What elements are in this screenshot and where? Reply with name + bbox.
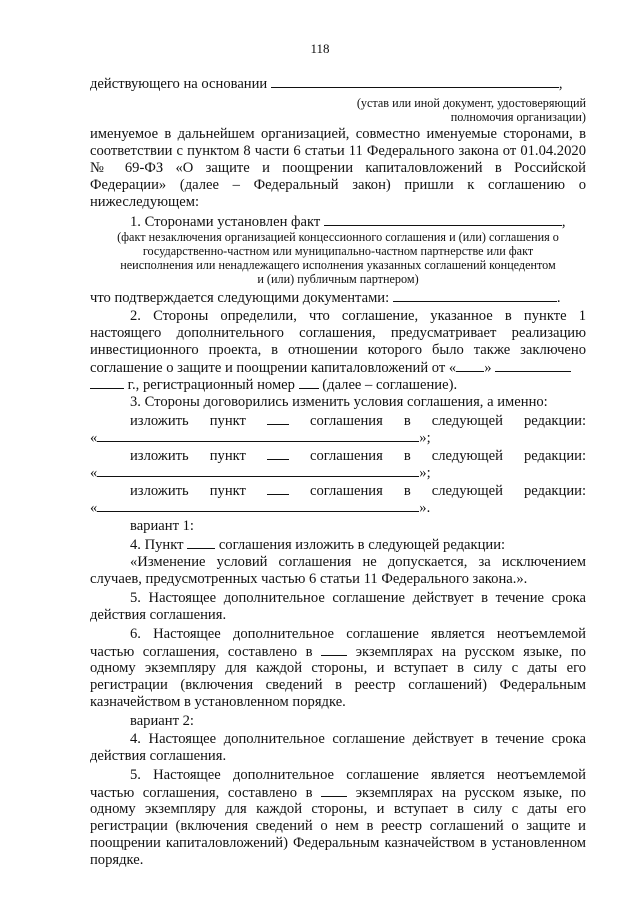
header-line: действующего на основании ,	[90, 76, 563, 92]
p3-text-row-2: « »;	[90, 465, 431, 481]
v1-quote-line-2: случаев, предусмотренных частью 6 статьи 11 Федерального закона.».	[90, 571, 528, 587]
p1-docs-line: что подтверждается следующими документами: .	[90, 290, 561, 306]
header-note-2: полномочия организации)	[450, 110, 586, 124]
blank-point-1[interactable]	[267, 412, 289, 425]
v1-p6-line-1: 6. Настоящее дополнительное соглашение является неотъемлемой	[130, 626, 586, 642]
intro-line-2: соответствии с пунктом 8 части 6 статьи 11 Федерального закона от 01.04.2020	[90, 143, 586, 159]
blank-point-3[interactable]	[267, 482, 289, 495]
v2-p4-line-2: действия соглашения.	[90, 748, 227, 764]
blank-documents[interactable]	[393, 289, 557, 302]
v1-quote-line-1: «Изменение условий соглашения не допускается, за исключением	[130, 554, 586, 570]
v2-p5-line-5: поощрении капиталовложений) Федеральным казначейством в установленном	[90, 835, 586, 851]
p2-line-5: г., регистрационный номер (далее – соглашение).	[90, 376, 586, 394]
p1-note-1: (факт незаключения организацией концессионного соглашения и (или) соглашения о	[117, 230, 559, 244]
p1-line: 1. Сторонами установлен факт ,	[130, 214, 566, 230]
v1-p6-line-5: казначейством в установленном порядке.	[90, 694, 346, 710]
blank-year[interactable]	[90, 376, 124, 389]
p2-line-1: 2. Стороны определили, что соглашение, указанное в пункте 1	[130, 308, 586, 324]
blank-v2-copies[interactable]	[321, 784, 347, 797]
p3-text-row-1: « »;	[90, 430, 431, 446]
p3-change-row-3: изложить пункт соглашения в следующей редакции:	[130, 483, 587, 499]
v1-p4-line: 4. Пункт соглашения изложить в следующей редакции:	[130, 537, 506, 553]
v2-p5-line-3: одному экземпляру для каждой стороны, и вступает в силу с даты его	[90, 801, 586, 817]
p3-text-row-3: « ».	[90, 500, 431, 516]
blank-reg-number[interactable]	[299, 376, 319, 389]
blank-new-text-2[interactable]	[97, 464, 419, 477]
blank-new-text-3[interactable]	[97, 499, 419, 512]
v1-p6-line-3: одному экземпляру для каждой стороны, и вступает в силу с даты его	[90, 660, 586, 676]
v1-p6-line-4: регистрации (включения сведений в реестр соглашений) Федеральным	[90, 677, 586, 693]
v2-p4-line-1: 4. Настоящее дополнительное соглашение действует в течение срока	[130, 731, 586, 747]
p2-line-3: инвестиционного проекта, в отношении которого было также заключено	[90, 342, 586, 358]
v1-p6-line-2: частью соглашения, составлено в экземплярах на русском языке, по	[90, 644, 586, 660]
p3-change-row-1: изложить пункт соглашения в следующей редакции:	[130, 413, 587, 429]
v2-p5-line-2: частью соглашения, составлено в экземплярах на русском языке, по	[90, 785, 586, 801]
p2-line-2: настоящего дополнительного соглашения, предусматривает реализацию	[90, 325, 586, 341]
v2-p5-line-4: регистрации (включения сведений о нем в реестр соглашений о защите и	[90, 818, 586, 834]
blank-v1-copies[interactable]	[321, 643, 347, 656]
intro-line-1: именуемое в дальнейшем организацией, совместно именуемые сторонами, в	[90, 126, 586, 142]
blank-day[interactable]	[456, 359, 484, 372]
blank-basis-document[interactable]	[271, 75, 559, 88]
intro-line-4: Федерации» (далее – Федеральный закон) пришли к соглашению о	[90, 177, 586, 193]
v1-p5-line-1: 5. Настоящее дополнительное соглашение действует в течение срока	[130, 590, 586, 606]
p1-note-3: неисполнения или ненадлежащего исполнения указанных соглашений концедентом	[120, 258, 556, 272]
v2-p5-line-1: 5. Настоящее дополнительное соглашение является неотъемлемой	[130, 767, 586, 783]
blank-v1-point[interactable]	[187, 536, 215, 549]
v1-p5-line-2: действия соглашения.	[90, 607, 227, 623]
p2-line-4: соглашение о защите и поощрении капиталовложений от « »	[90, 359, 586, 377]
blank-point-2[interactable]	[267, 447, 289, 460]
page-number: 118	[310, 41, 330, 56]
variant-1-label: вариант 1:	[130, 518, 194, 534]
header-note-1: (устав или иной документ, удостоверяющий	[356, 96, 586, 110]
p1-note-2: государственно-частном или муниципально-частном партнерстве или факт	[142, 244, 534, 258]
blank-fact[interactable]	[324, 213, 562, 226]
variant-2-label: вариант 2:	[130, 713, 194, 729]
v2-p5-line-6: порядке.	[90, 852, 144, 868]
p1-note-4: и (или) публичным партнером)	[257, 272, 419, 286]
intro-line-5: нижеследующем:	[90, 194, 200, 210]
blank-month[interactable]	[495, 359, 571, 372]
blank-new-text-1[interactable]	[97, 429, 419, 442]
intro-line-3: № 69-ФЗ «О защите и поощрении капиталовложений в Российской	[90, 160, 586, 176]
p3-change-row-2: изложить пункт соглашения в следующей редакции:	[130, 448, 587, 464]
p3-intro: 3. Стороны договорились изменить условия соглашения, а именно:	[130, 394, 548, 410]
